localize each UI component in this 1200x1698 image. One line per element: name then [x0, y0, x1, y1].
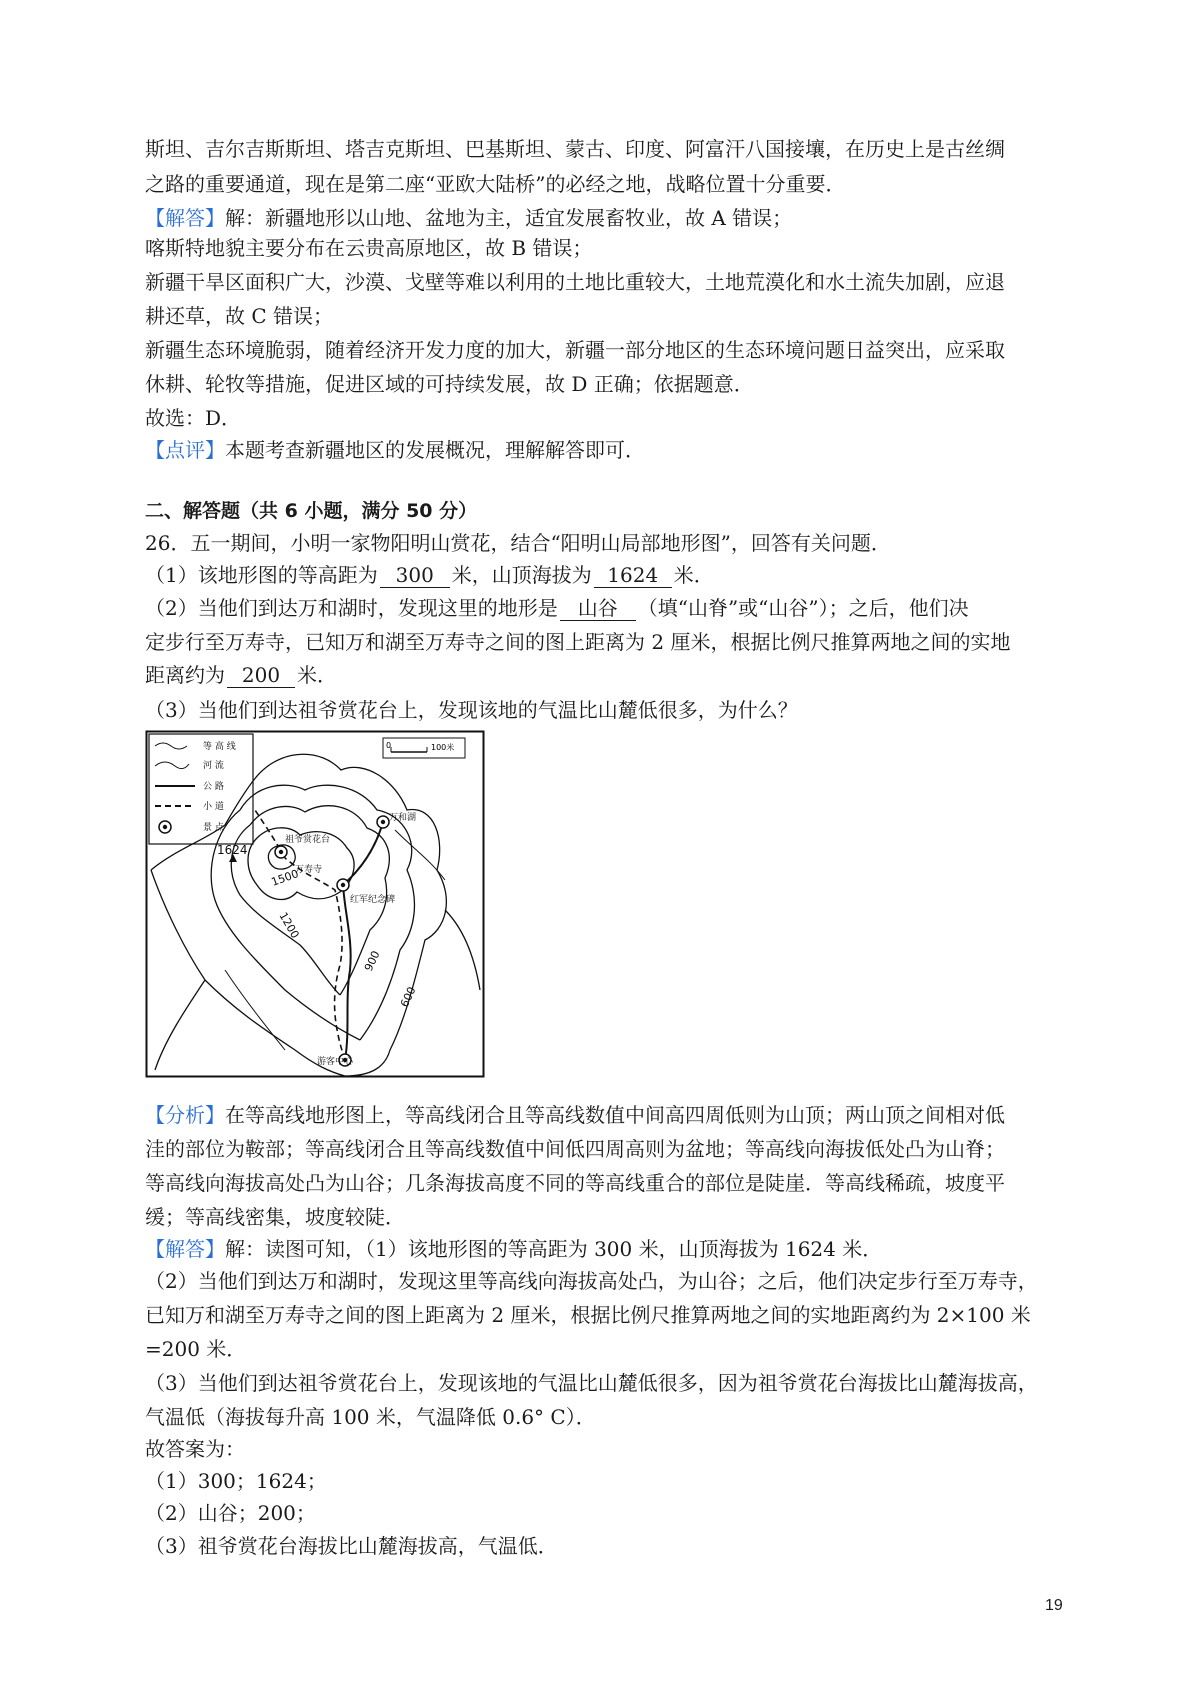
text-line: 斯坦、吉尔吉斯斯坦、塔吉克斯坦、巴基斯坦、蒙古、印度、阿富汗八国接壤，在历史上是古丝绸	[145, 137, 1005, 161]
text-line: 休耕、轮牧等措施，促进区域的可持续发展，故 D 正确；依据题意．	[145, 372, 754, 396]
answer-blank: 1624	[594, 563, 672, 588]
answer-tag: 【解答】	[145, 206, 225, 230]
question-text: 米，山顶海拔为	[451, 563, 592, 587]
question-text-line	[145, 662, 1065, 688]
text-line: 新疆干旱区面积广大，沙漠、戈壁等难以利用的土地比重较大，土地荒漠化和水土流失加剧，应退	[145, 270, 1005, 294]
text-line: （3）当他们到达祖爷赏花台上，发现该地的气温比山麓低很多，因为祖爷赏花台海拔比山麓海拔高，	[145, 1371, 1038, 1395]
question-part-2	[145, 595, 1065, 621]
text-line: 故答案为：	[145, 1437, 245, 1461]
analysis-line	[145, 1102, 1065, 1128]
legend-road: 公 路	[203, 782, 224, 792]
question-text: （1）该地形图的等高距为	[145, 563, 378, 587]
answer-tag: 【解答】	[145, 1237, 225, 1261]
answer-text: 解：读图可知，（1）该地形图的等高距为 300 米，山顶海拔为 1624 米．	[225, 1237, 883, 1261]
text-line: 新疆生态环境脆弱，随着经济开发力度的加大，新疆一部分地区的生态环境问题日益突出，应采取	[145, 338, 1005, 362]
peak-elevation: 1624	[217, 843, 248, 857]
text-line: 等高线向海拔高处凸为山谷；几条海拔高度不同的等高线重合的部位是陡崖．等高线稀疏，坡度平	[145, 1171, 1005, 1195]
label-center: 游客中心	[317, 1057, 354, 1067]
analysis-text: 在等高线地形图上，等高线闭合且等高线数值中间高四周低则为山顶；两山顶之间相对低	[225, 1103, 1005, 1127]
label-memorial: 红军纪念碑	[350, 895, 396, 905]
text-line: （2）当他们到达万和湖时，发现这里等高线向海拔高处凸，为山谷；之后，他们决定步行至万寿寺，	[145, 1269, 1038, 1293]
question-part-1	[145, 562, 1065, 588]
section-heading: 二、解答题（共 6 小题，满分 50 分）	[145, 500, 478, 522]
text-line: 洼的部位为鞍部；等高线闭合且等高线数值中间低四周高则为盆地；等高线向海拔低处凸为山脊；	[145, 1137, 1005, 1161]
contour-label-600: 600	[397, 984, 419, 1010]
question-stem: 26．五一期间，小明一家物阳明山赏花，结合“阳明山局部地形图”，回答有关问题．	[145, 531, 891, 555]
topographic-map	[145, 730, 485, 1078]
label-pavilion: 祖爷赏花台	[285, 835, 331, 845]
comment-tag: 【点评】	[145, 438, 225, 462]
text-line: 气温低（海拔每升高 100 米，气温降低 0.6° C）．	[145, 1405, 596, 1429]
text-line: （2）山谷；200；	[145, 1501, 316, 1525]
answer-text: 解：新疆地形以山地、盆地为主，适宜发展畜牧业，故 A 错误；	[225, 206, 793, 230]
contour-label-1500: 1500	[269, 867, 301, 889]
label-temple: 万寿寺	[295, 865, 323, 875]
legend-site: 景 点	[203, 823, 224, 833]
scale-zero: 0	[386, 741, 392, 750]
question-text: 米．	[297, 663, 337, 687]
text-line: 耕还草，故 C 错误；	[145, 304, 334, 328]
question-text: （填“山脊”或“山谷”）；之后，他们决	[637, 596, 969, 620]
text-line: 缓；等高线密集，坡度较陡．	[145, 1205, 405, 1229]
comment-line	[145, 437, 1065, 463]
text-line: =200 米．	[145, 1337, 247, 1361]
answer-blank: 300	[380, 563, 450, 588]
text-line: （1）300；1624；	[145, 1469, 327, 1493]
answer-blank: 山谷	[560, 596, 636, 621]
answer-blank: 200	[227, 663, 295, 688]
question-text: （2）当他们到达万和湖时，发现这里的地形是	[145, 596, 558, 620]
contour-label-1200: 1200	[276, 910, 302, 941]
answer-line	[145, 1236, 1065, 1262]
legend-trail: 小 道	[203, 802, 224, 812]
question-text: 定步行至万寿寺，已知万和湖至万寿寺之间的图上距离为 2 厘米，根据比例尺推算两地之间的实地	[145, 630, 1011, 654]
analysis-tag: 【分析】	[145, 1103, 225, 1127]
scale-label: 100米	[431, 743, 455, 752]
text-line: 故选：D．	[145, 406, 242, 430]
legend-river: 河 流	[203, 761, 224, 771]
question-part-3: （3）当他们到达祖爷赏花台上，发现该地的气温比山麓低很多，为什么？	[145, 698, 798, 722]
text-line: （3）祖爷赏花台海拔比山麓海拔高，气温低．	[145, 1534, 558, 1558]
legend-contour: 等 高 线	[203, 742, 236, 752]
comment-text: 本题考查新疆地区的发展概况，理解解答即可．	[225, 438, 645, 462]
text-line: 之路的重要通道，现在是第二座“亚欧大陆桥”的必经之地，战略位置十分重要．	[145, 172, 846, 196]
label-lake: 万和湖	[389, 813, 417, 823]
text-line: 已知万和湖至万寿寺之间的图上距离为 2 厘米，根据比例尺推算两地之间的实地距离约为 2×100 米	[145, 1303, 1031, 1327]
contour-label-900: 900	[361, 948, 383, 974]
question-text: 米．	[673, 563, 714, 587]
page-number: 19	[1045, 1597, 1063, 1614]
answer-line	[145, 205, 1065, 231]
text-line: 喀斯特地貌主要分布在云贵高原地区，故 B 错误；	[145, 236, 593, 260]
question-text: 距离约为	[145, 663, 225, 687]
map-svg	[145, 730, 485, 1078]
